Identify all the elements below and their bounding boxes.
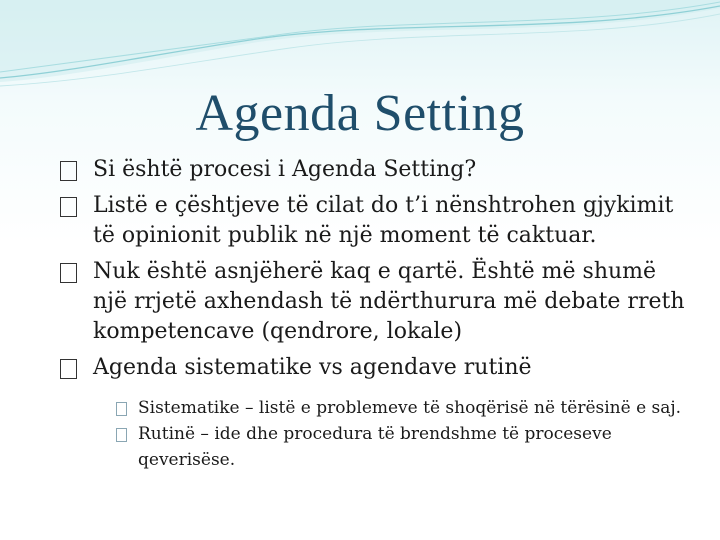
sub-bullet-box-icon (116, 428, 127, 442)
sub-bullet-text: Rutinë – ide dhe procedura të brendshme të proceseve qeverisëse. (138, 424, 612, 470)
slide-title: Agenda Setting (195, 85, 525, 142)
bullet-text: Si është procesi i Agenda Setting? (93, 157, 477, 182)
bullet-box-icon (60, 263, 77, 283)
sub-bullet-item (114, 421, 690, 473)
bullet-item (60, 257, 690, 347)
bullet-text: Agenda sistematike vs agendave rutinë (93, 355, 532, 380)
bullet-text: Listë e çështjeve të cilat do t’i nënshtrohen gjykimit të opinionit publik në një moment të caktuar. (93, 193, 674, 248)
sub-bullet-box-icon (116, 402, 127, 416)
sub-bullet-item (114, 395, 690, 421)
bullet-box-icon (60, 197, 77, 217)
sub-bullet-text: Sistematike – listë e problemeve të shoqërisë në tërësinë e saj. (138, 398, 682, 418)
bullet-item (60, 191, 690, 251)
bullet-item (60, 155, 690, 185)
bullet-box-icon (60, 161, 77, 181)
bullet-item (60, 353, 690, 383)
bullet-text: Nuk është asnjëherë kaq e qartë. Është më shumë një rrjetë axhendash të ndërthurura më debate rreth kompetencave (qendrore, lokale) (93, 259, 685, 344)
slide-content (60, 155, 690, 473)
bullet-box-icon (60, 359, 77, 379)
sub-bullet-list (114, 395, 690, 473)
